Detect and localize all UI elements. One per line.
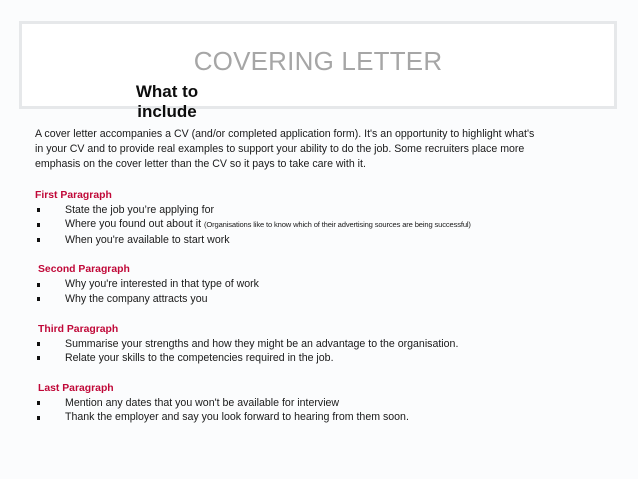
list-item-text: Why you're interested in that type of work xyxy=(65,278,259,291)
list-item xyxy=(35,233,625,248)
list-item-text xyxy=(65,217,471,233)
list-item xyxy=(35,203,625,218)
list-item xyxy=(35,410,625,425)
list-item-text: Relate your skills to the competencies required in the job. xyxy=(65,352,334,365)
bullet-square-icon xyxy=(35,238,65,242)
bullet-square-icon xyxy=(35,223,65,227)
second-paragraph-list xyxy=(35,277,625,306)
page-subtitle-text: What to include xyxy=(135,82,199,121)
bullet-square-icon xyxy=(35,297,65,301)
page-title: COVERING LETTER xyxy=(193,46,443,76)
intro-paragraph xyxy=(35,127,625,173)
list-item xyxy=(35,396,625,411)
title-banner xyxy=(19,21,617,121)
section-heading-last-paragraph: Last Paragraph xyxy=(38,382,114,394)
intro-line: A cover letter accompanies a CV (and/or completed application form). It's an opportunity to highlight what's xyxy=(35,128,535,140)
list-item xyxy=(35,217,625,233)
list-item-text: Mention any dates that you won't be available for interview xyxy=(65,396,340,409)
bullet-square-icon xyxy=(35,416,65,420)
list-item xyxy=(35,337,625,352)
section-heading-second-paragraph: Second Paragraph xyxy=(38,264,130,276)
list-item-text: Thank the employer and say you look forward to hearing from them soon. xyxy=(65,411,409,424)
list-item xyxy=(35,292,625,307)
third-paragraph-list xyxy=(35,337,625,366)
list-item-main-text: Where you found out about it xyxy=(65,218,204,231)
last-paragraph-list xyxy=(35,396,625,425)
bullet-square-icon xyxy=(35,208,65,212)
list-item xyxy=(35,277,625,292)
page-subtitle xyxy=(22,82,202,122)
intro-line: emphasis on the cover letter than the CV so it pays to take care with it. xyxy=(35,158,366,171)
list-item-text: Why the company attracts you xyxy=(65,292,208,305)
bullet-square-icon xyxy=(35,401,65,405)
bullet-square-icon xyxy=(35,342,65,346)
list-item-text: State the job you’re applying for xyxy=(65,203,214,216)
first-paragraph-list xyxy=(35,203,625,248)
bullet-square-icon xyxy=(35,283,65,287)
document-body xyxy=(35,127,625,440)
bullet-square-icon xyxy=(35,356,65,360)
section-heading-first-paragraph: First Paragraph xyxy=(35,189,112,201)
list-item-note: (Organisations like to know which of their advertising sources are being successful) xyxy=(204,220,471,230)
list-item xyxy=(35,351,625,366)
intro-line: in your CV and to provide real examples to support your ability to do the job. Some recruiters place more xyxy=(35,143,525,156)
list-item-text: When you're available to start work xyxy=(65,233,230,246)
list-item-text: Summarise your strengths and how they might be an advantage to the organisation. xyxy=(65,337,459,350)
section-heading-third-paragraph: Third Paragraph xyxy=(38,323,119,335)
